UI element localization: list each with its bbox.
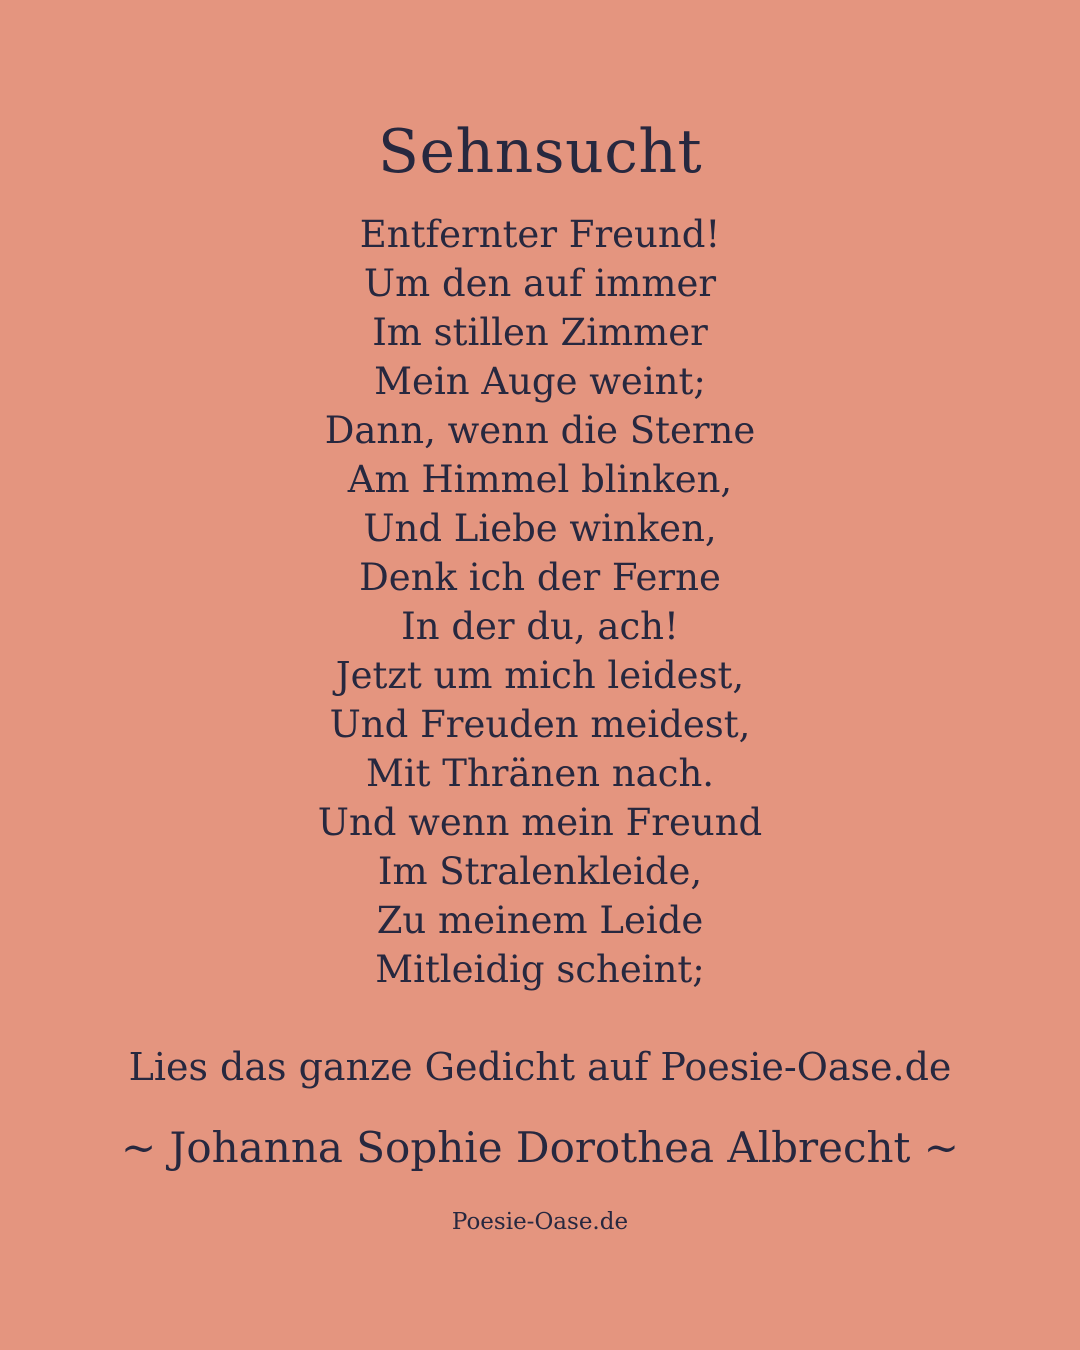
site-watermark: Poesie-Oase.de [451, 1209, 629, 1235]
poem-line: Und Liebe winken, [363, 507, 717, 550]
poem-line: Zu meinem Leide [376, 899, 704, 942]
poem-line: In der du, ach! [401, 605, 679, 648]
poem-line: Um den auf immer [363, 262, 717, 305]
poem-line: Und wenn mein Freund [317, 801, 763, 844]
poem-line: Am Himmel blinken, [347, 458, 733, 501]
poem-body [0, 210, 1080, 994]
poem-line: Dann, wenn die Sterne [324, 409, 756, 452]
poem-line: Mein Auge weint; [374, 360, 706, 403]
poem-line: Mit Thränen nach. [365, 752, 715, 795]
poem-line: Jetzt um mich leidest, [335, 654, 745, 697]
read-more-text: Lies das ganze Gedicht auf Poesie-Oase.de [128, 1045, 952, 1089]
poem-line: Entfernter Freund! [359, 213, 721, 256]
poem-line: Im Stralenkleide, [377, 850, 703, 893]
poem-line: Und Freuden meidest, [329, 703, 751, 746]
poem-line: Denk ich der Ferne [359, 556, 721, 599]
author-line: ~ Johanna Sophie Dorothea Albrecht ~ [121, 1123, 959, 1172]
poem-line: Im stillen Zimmer [372, 311, 708, 354]
poem-title: Sehnsucht [377, 117, 703, 187]
poem-line: Mitleidig scheint; [375, 948, 705, 991]
